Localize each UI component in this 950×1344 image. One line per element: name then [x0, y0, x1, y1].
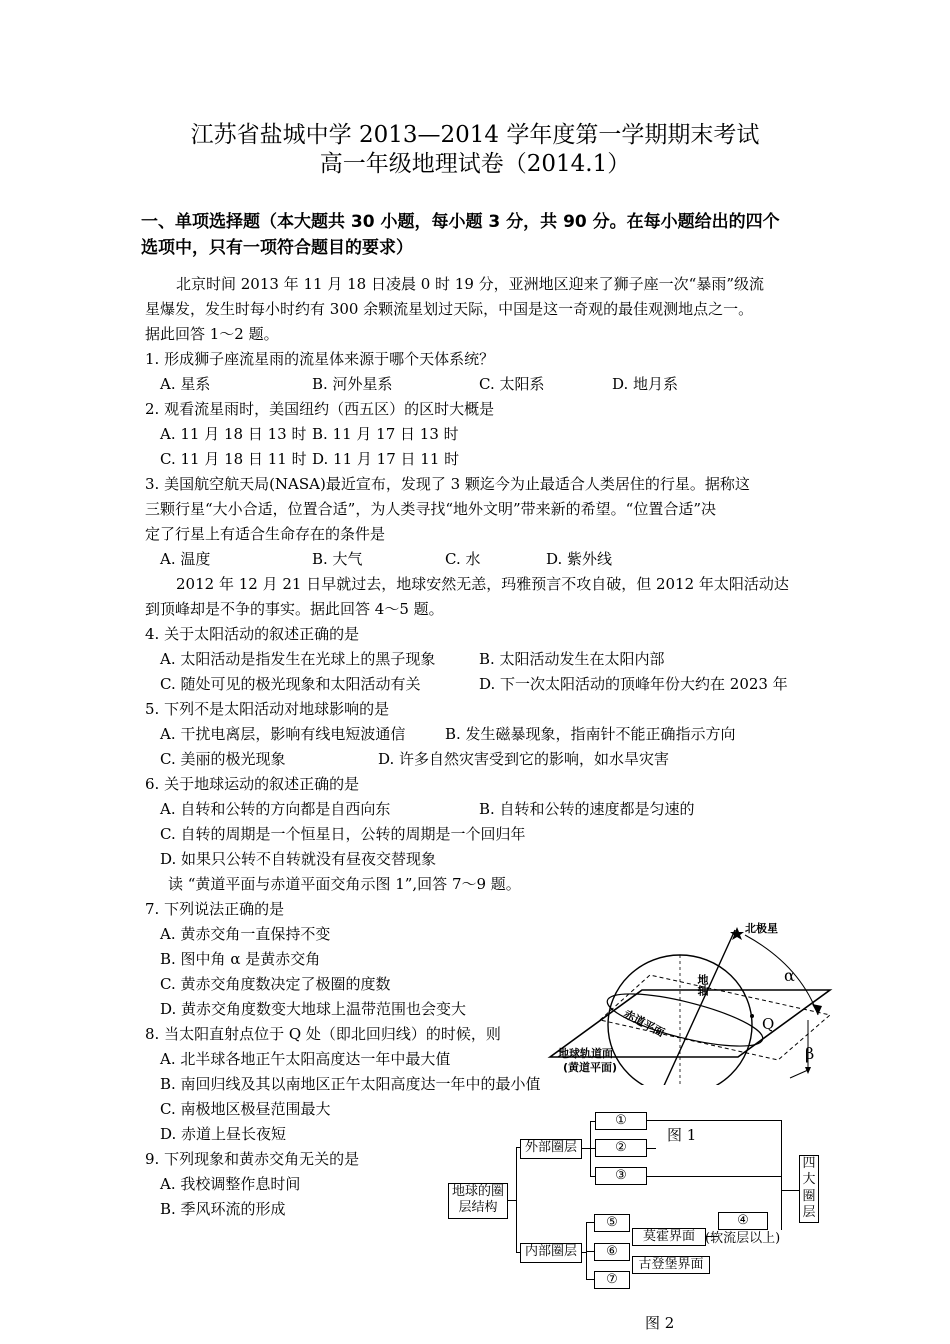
section-heading: 一、单项选择题（本大题共 30 小题，每小题 3 分，共 90 分。在每小题给出的四个: [141, 212, 780, 232]
layer-box-5: ⑤: [594, 1214, 630, 1232]
option-c: C. 太阳系: [479, 375, 545, 393]
question-stem: 6. 关于地球运动的叙述正确的是: [145, 775, 360, 793]
option-d: D. 赤道上昼长夜短: [160, 1125, 287, 1143]
question-stem: 8. 当太阳直射点位于 Q 处（即北回归线）的时候，则: [145, 1025, 501, 1043]
sphere-box-1: ①: [595, 1112, 647, 1130]
option-d: D. 黄赤交角度数变大地球上温带范围也会变大: [160, 1000, 467, 1018]
option-a: A. 自转和公转的方向都是自西向东: [160, 800, 391, 818]
option-b: B. 自转和公转的速度都是匀速的: [479, 800, 695, 818]
option-b: B. 南回归线及其以南地区正午太阳高度达一年中的最小值: [160, 1075, 541, 1093]
question-stem: 定了行星上有适合生命存在的条件是: [145, 525, 386, 543]
exam-title-line2: 高一年级地理试卷（2014.1）: [319, 151, 631, 177]
q-point-label: Q: [762, 1015, 775, 1033]
figure1-caption: 图 1: [667, 1126, 697, 1144]
option-d: D. 紫外线: [546, 550, 613, 568]
option-c: C. 南极地区极昼范围最大: [160, 1100, 331, 1118]
option-a: A. 温度: [160, 550, 211, 568]
layer-box-4: ④: [718, 1212, 768, 1230]
passage-line: 到顶峰却是不争的事实。据此回答 4～5 题。: [145, 600, 444, 618]
beta-label: β: [805, 1044, 815, 1063]
sphere-box-3: ③: [595, 1167, 647, 1185]
option-d: D. 许多自然灾害受到它的影响，如水旱灾害: [378, 750, 670, 768]
option-a: A. 星系: [160, 375, 211, 393]
passage-line: 星爆发，发生时每小时约有 300 余颗流星划过天际，中国是这一奇观的最佳观测地点之一。: [145, 300, 754, 318]
layer-box-7: ⑦: [594, 1271, 630, 1289]
inner-sphere-box: 内部圈层: [520, 1243, 582, 1263]
alpha-label: α: [784, 966, 795, 985]
outer-sphere-box: 外部圈层: [520, 1139, 582, 1159]
option-b: B. 河外星系: [312, 375, 393, 393]
sphere-box-2: ②: [595, 1139, 647, 1157]
four-spheres-box: 四大圈层: [799, 1155, 819, 1223]
layer-box-6: ⑥: [594, 1243, 630, 1261]
exam-title-line1: 江苏省盐城中学 2013—2014 学年度第一学期期末考试: [190, 122, 760, 148]
question-stem: 2. 观看流星雨时，美国纽约（西五区）的区时大概是: [145, 400, 495, 418]
figure2-caption: 图 2: [645, 1314, 675, 1332]
option-d: D. 下一次太阳活动的顶峰年份大约在 2023 年: [479, 675, 788, 693]
passage-line: 据此回答 1～2 题。: [145, 325, 279, 343]
equator-plane-label: 赤道平面: [621, 1007, 667, 1040]
option-a: A. 我校调整作息时间: [160, 1175, 301, 1193]
option-b: B. 大气: [312, 550, 363, 568]
option-c: C. 11 月 18 日 11 时: [160, 450, 307, 468]
option-a: A. 黄赤交角一直保持不变: [160, 925, 331, 943]
option-a: A. 北半球各地正午太阳高度达一年中最大值: [160, 1050, 451, 1068]
option-c: C. 自转的周期是一个恒星日，公转的周期是一个回归年: [160, 825, 526, 843]
north-star-label: 北极星: [745, 922, 778, 935]
option-d: D. 如果只公转不自转就没有昼夜交替现象: [160, 850, 437, 868]
passage-line: 北京时间 2013 年 11 月 18 日凌晨 0 时 19 分，亚洲地区迎来了狮子座一次“暴雨”级流: [176, 275, 764, 293]
option-b: B. 图中角 α 是黄赤交角: [160, 950, 321, 968]
root-box: 地球的圈层结构: [448, 1183, 508, 1219]
option-a: A. 11 月 18 日 13 时: [160, 425, 307, 443]
orbit-plane-label: 地球轨道面: [558, 1047, 613, 1060]
ecliptic-label: (黄道平面): [563, 1061, 618, 1074]
question-stem: 4. 关于太阳活动的叙述正确的是: [145, 625, 360, 643]
option-c: C. 美丽的极光现象: [160, 750, 286, 768]
question-stem: 1. 形成狮子座流星雨的流星体来源于哪个天体系统？: [145, 350, 495, 368]
option-a: A. 太阳活动是指发生在光球上的黑子现象: [160, 650, 436, 668]
option-d: D. 11 月 17 日 11 时: [312, 450, 460, 468]
gutenberg-box: 古登堡界面: [632, 1256, 710, 1274]
passage-line: 2012 年 12 月 21 日早就过去，地球安然无恙，玛雅预言不攻自破，但 2012 年太阳活动达: [176, 575, 789, 593]
section-heading-cont: 选项中，只有一项符合题目的要求）: [141, 238, 413, 258]
option-b: B. 季风环流的形成: [160, 1200, 286, 1218]
moho-box: 莫霍界面: [632, 1228, 706, 1246]
earth-axis-label: 地轴: [696, 974, 709, 996]
option-d: D. 地月系: [612, 375, 679, 393]
question-stem: 5. 下列不是太阳活动对地球影响的是: [145, 700, 390, 718]
option-b: B. 发生磁暴现象，指南针不能正确指示方向: [445, 725, 736, 743]
option-c: C. 水: [445, 550, 481, 568]
question-stem: 3. 美国航空航天局(NASA)最近宣布，发现了 3 颗迄今为止最适合人类居住的行星。据称这: [145, 475, 750, 493]
question-stem: 9. 下列现象和黄赤交角无关的是: [145, 1150, 360, 1168]
option-c: C. 黄赤交角度数决定了极圈的度数: [160, 975, 391, 993]
question-stem: 三颗行星“大小合适，位置合适”，为人类寻找“地外文明”带来新的希望。“位置合适”决: [145, 500, 717, 518]
option-b: B. 11 月 17 日 13 时: [312, 425, 459, 443]
option-c: C. 随处可见的极光现象和太阳活动有关: [160, 675, 421, 693]
option-a: A. 干扰电离层，影响有线电短波通信: [160, 725, 406, 743]
soft-layer-note: (软流层以上): [705, 1231, 781, 1246]
option-b: B. 太阳活动发生在太阳内部: [479, 650, 665, 668]
question-stem: 7. 下列说法正确的是: [145, 900, 285, 918]
passage-line: 读 “黄道平面与赤道平面交角示图 1”,回答 7～9 题。: [168, 875, 521, 893]
